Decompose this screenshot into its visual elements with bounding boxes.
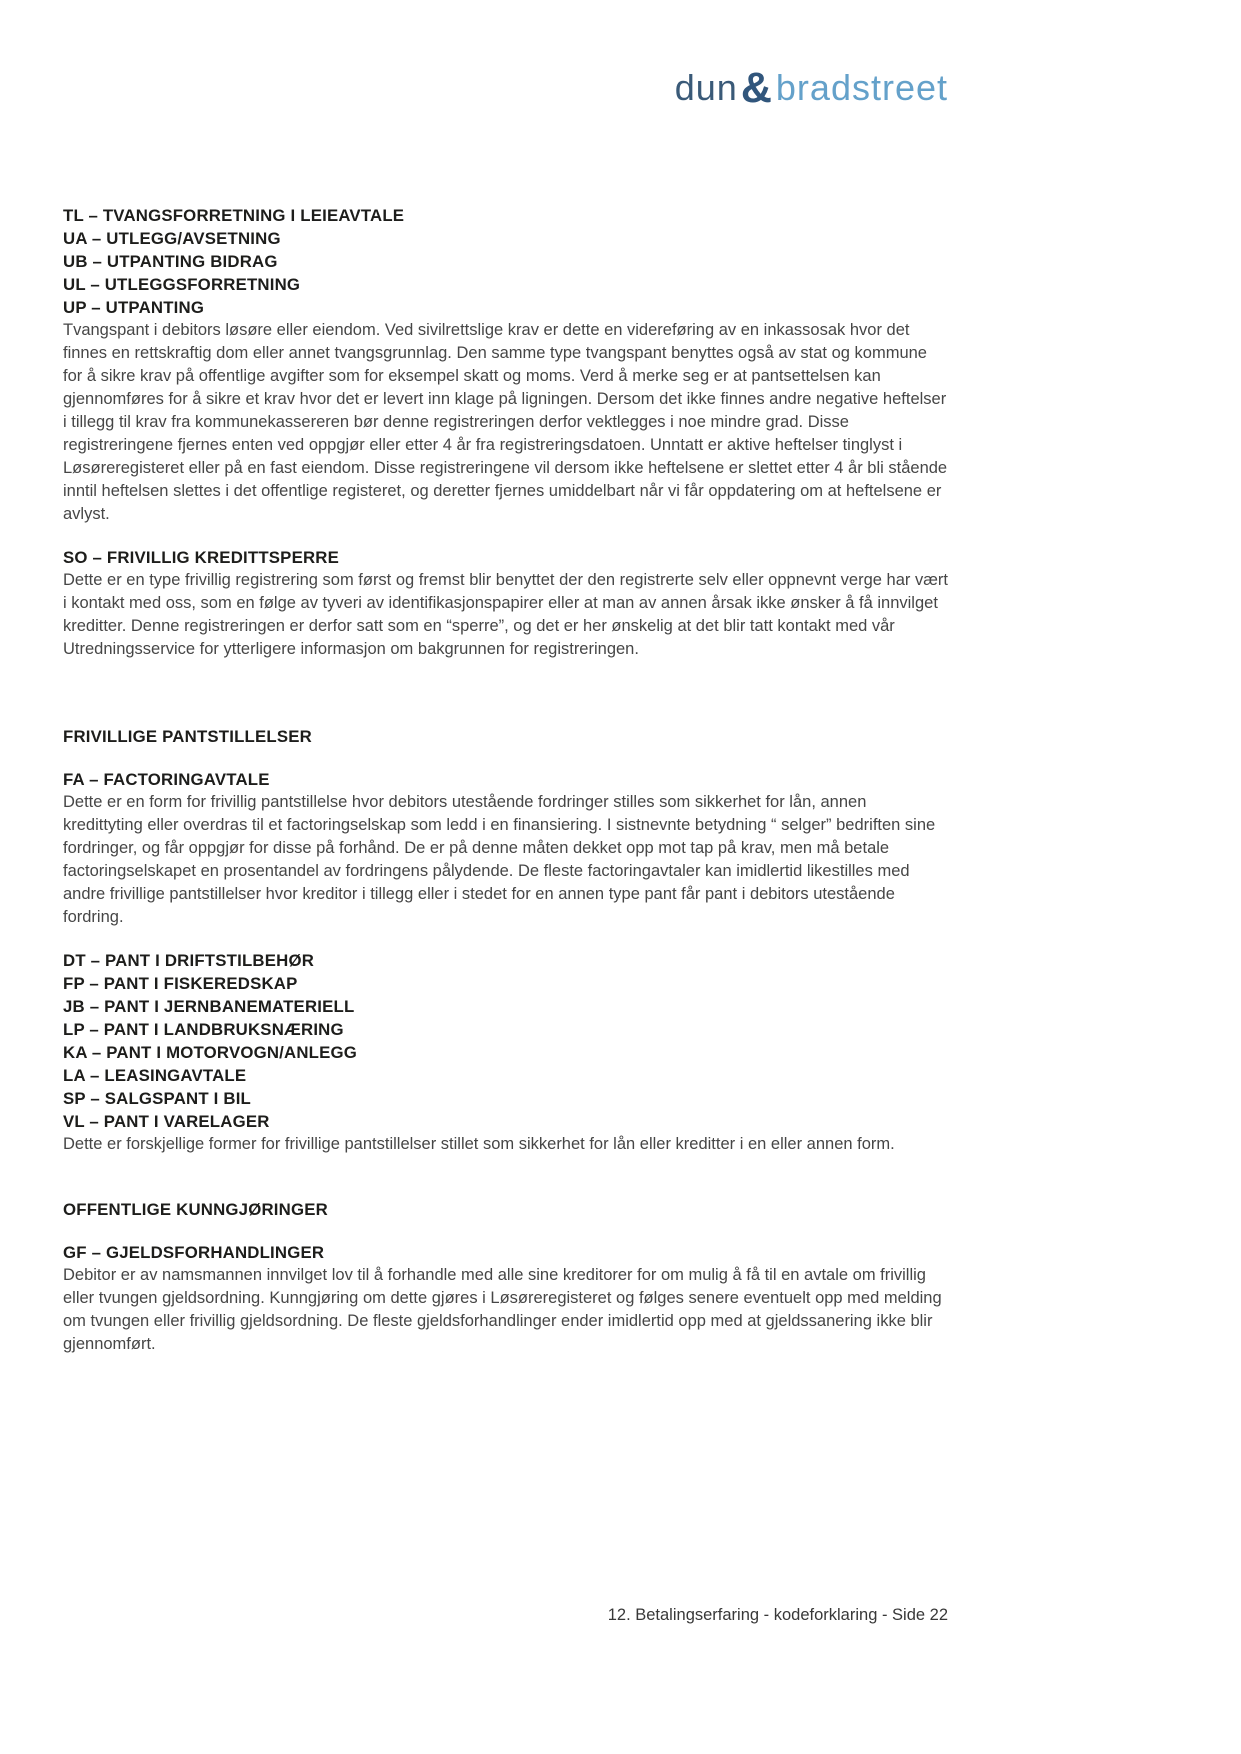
logo-ampersand-icon: &	[740, 64, 773, 112]
paragraph: Dette er forskjellige former for frivillige pantstillelser stillet som sikkerhet for lån eller kreditter i en eller annen form.	[63, 1135, 895, 1153]
code-heading: DT – PANT I DRIFTSTILBEHØR	[63, 951, 315, 970]
code-heading: UA – UTLEGG/AVSETNING	[63, 229, 281, 248]
code-heading: TL – TVANGSFORRETNING I LEIEAVTALE	[63, 206, 405, 225]
code-list	[63, 949, 948, 1133]
code-heading: UB – UTPANTING BIDRAG	[63, 252, 278, 271]
code-heading: SP – SALGSPANT I BIL	[63, 1089, 252, 1108]
logo-dun-text: dun	[674, 67, 738, 108]
code-heading: LP – PANT I LANDBRUKSNÆRING	[63, 1020, 344, 1039]
footer-text: 12. Betalingserfaring - kodeforklaring - Side 22	[607, 1606, 948, 1624]
logo-bradstreet-text: bradstreet	[775, 67, 948, 108]
code-section-heading: GF – GJELDSFORHANDLINGER	[63, 1243, 325, 1262]
code-heading: FP – PANT I FISKEREDSKAP	[63, 974, 298, 993]
code-heading: UL – UTLEGGSFORRETNING	[63, 275, 301, 294]
document-content	[63, 204, 948, 1356]
code-list	[63, 204, 948, 319]
code-section-heading: SO – FRIVILLIG KREDITTSPERRE	[63, 548, 339, 567]
section-title: FRIVILLIGE PANTSTILLELSER	[63, 727, 312, 746]
paragraph: Tvangspant i debitors løsøre eller eiendom. Ved sivilrettslige krav er dette en videreføring av en inkassosak hvor det finnes en rettskraftig dom eller annet tvangsgrunnlag. Den samme type tvangspant benyttes også av stat og kommune for å sikre krav på offentlige avgifter som for eksempel skatt og moms. Verd å merke seg er at pantsettelsen kan gjennomføres for å sikre et krav hvor det er levert inn klage på ligningen. Dersom det ikke finnes andre negative heftelser i tillegg til krav fra kommunekassereren bør denne registreringen derfor vektlegges i noe mindre grad. Disse registreringene fjernes enten ved oppgjør eller etter 4 år fra registreringsdatoen. Unntatt er aktive heftelser tinglyst i Løsøreregisteret eller på en fast eiendom. Disse registreringene vil dersom ikke heftelsene er slettet etter 4 år bli stående inntil heftelsen slettes i det offentlige registeret, og deretter fjernes umiddelbart når vi får oppdatering om at heftelsene er avlyst.	[63, 321, 948, 523]
paragraph: Dette er en type frivillig registrering som først og fremst blir benyttet der den registrerte selv eller oppnevnt verge har vært i kontakt med oss, som en følge av tyveri av identifikasjonspapirer eller at man av annen årsak ikke ønsker å få innvilget kreditter. Denne registreringen er derfor satt som en “sperre”, og det er her ønskelig at det blir tatt kontakt med vår Utredningsservice for ytterligere informasjon om bakgrunnen for registreringen.	[63, 571, 948, 658]
code-heading: KA – PANT I MOTORVOGN/ANLEGG	[63, 1043, 358, 1062]
code-heading: LA – LEASINGAVTALE	[63, 1066, 247, 1085]
paragraph: Debitor er av namsmannen innvilget lov til å forhandle med alle sine kreditorer for om mulig å få til en avtale om frivillig eller tvungen gjeldsordning. Kunngjøring om dette gjøres i Løsøreregisteret og følges senere eventuelt opp med melding om tvungen eller frivillig gjeldsordning. De fleste gjeldsforhandlinger ender imidlertid opp med at gjeldssanering ikke blir gjennomført.	[63, 1266, 942, 1353]
code-heading: UP – UTPANTING	[63, 298, 205, 317]
page-footer	[63, 1606, 948, 1625]
paragraph: Dette er en form for frivillig pantstillelse hvor debitors utestående fordringer stilles som sikkerhet for lån, annen kredittyting eller overdras til et factoringselskap som ledd i en finansiering. I sistnevnte betydning “ selger” bedriften sine fordringer, og får oppgjør for disse på forhånd. De er på denne måten dekket opp mot tap på krav, men må betale factoringselskapet en prosentandel av fordringens pålydende. De fleste factoringavtaler kan imidlertid likestilles med andre frivillige pantstillelser hvor kreditor i tillegg eller i stedet for en annen type pant får pant i debitors utestående fordring.	[63, 793, 936, 926]
code-heading: VL – PANT I VARELAGER	[63, 1112, 270, 1131]
dun-bradstreet-logo	[63, 64, 948, 113]
code-section-heading: FA – FACTORINGAVTALE	[63, 770, 270, 789]
section-title: OFFENTLIGE KUNNGJØRINGER	[63, 1200, 328, 1219]
code-heading: JB – PANT I JERNBANEMATERIELL	[63, 997, 355, 1016]
